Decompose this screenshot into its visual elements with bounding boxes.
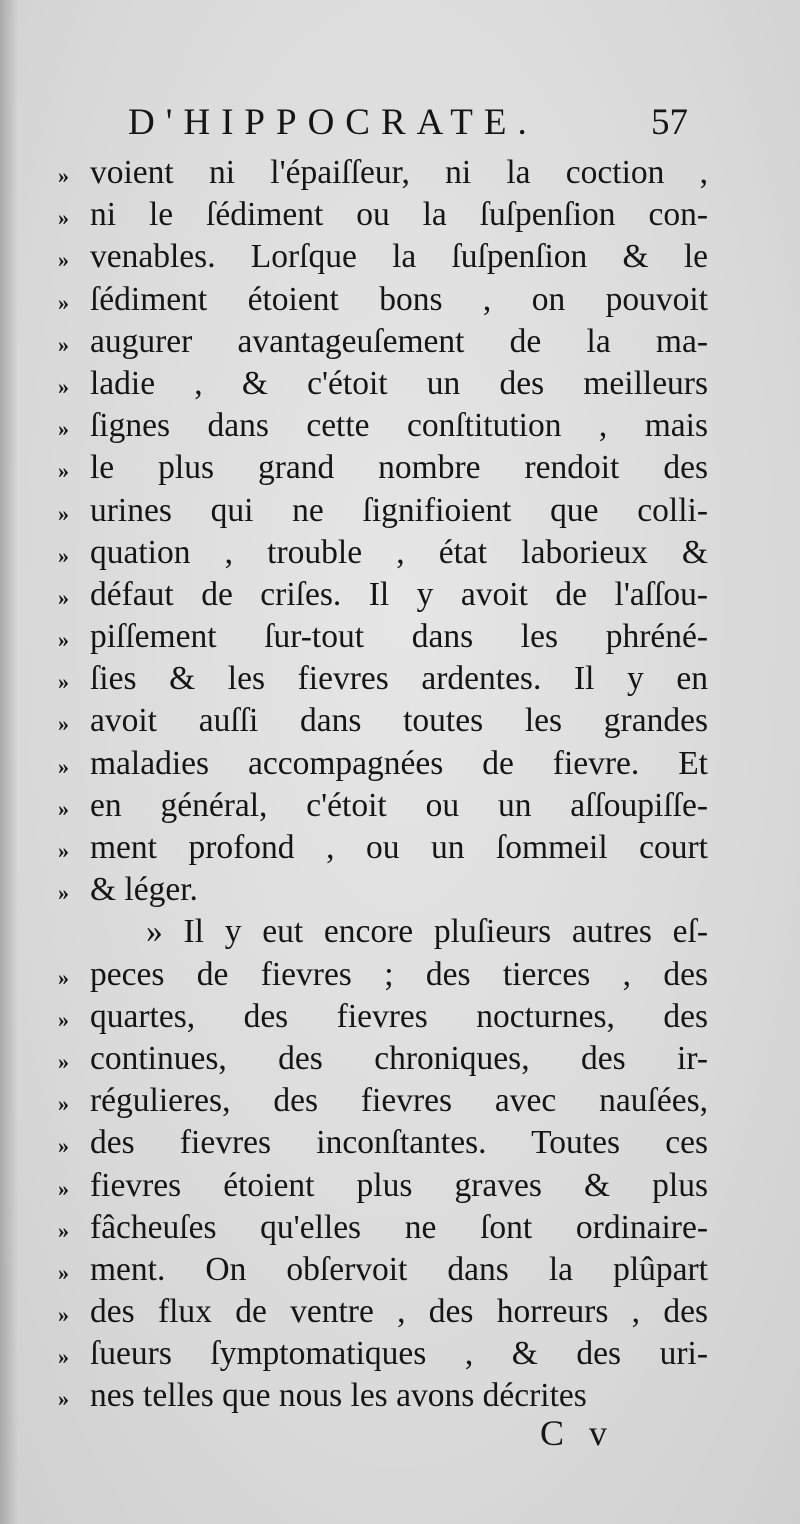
line-text: ment. On obſervoit dans la plûpart [90, 1250, 708, 1288]
text-line [58, 1249, 708, 1291]
text-line [58, 1038, 708, 1080]
text-line [58, 1080, 708, 1122]
text-line [58, 574, 708, 616]
line-text: & léger. [90, 871, 198, 909]
line-text: » Il y eut encore pluſieurs autres eſ- [146, 913, 708, 951]
line-text: ſies & les fievres ardentes. Il y en [90, 660, 708, 698]
line-text: avoit auſſi dans toutes les grandes [90, 702, 708, 740]
text-line [58, 827, 708, 869]
line-text: ladie , & c'étoit un des meilleurs [90, 364, 708, 402]
line-text: ment profond , ou un ſommeil court [90, 829, 708, 866]
line-text: venables. Lorſque la ſuſpenſion & le [90, 238, 708, 276]
line-text: des flux de ventre , des horreurs , des [90, 1293, 708, 1331]
running-title: D'HIPPOCRATE. [128, 102, 538, 143]
quotation-mark: » [58, 711, 69, 737]
text-line [58, 405, 708, 447]
quotation-mark: » [58, 627, 69, 653]
quotation-mark: » [58, 458, 69, 484]
text-line [58, 1207, 708, 1249]
text-line [58, 1333, 708, 1375]
text-line [58, 532, 708, 574]
text-line [58, 447, 708, 489]
line-text: ſignes dans cette conſtitution , mais [90, 407, 708, 445]
quotation-mark: » [58, 247, 69, 273]
text-line [58, 1291, 708, 1333]
text-line [58, 743, 708, 785]
line-text: maladies accompagnées de fievre. Et [90, 744, 708, 782]
line-text: quartes, des fievres nocturnes, des [90, 997, 708, 1035]
text-line [58, 194, 708, 236]
text-line [58, 490, 708, 532]
line-text: ſédiment étoient bons , on pouvoit [90, 280, 708, 318]
text-line [58, 996, 708, 1038]
line-text: le plus grand nombre rendoit des [90, 449, 708, 487]
text-line [58, 1122, 708, 1164]
page-number: 57 [651, 102, 688, 143]
text-line [58, 279, 708, 321]
quotation-mark: » [58, 500, 69, 526]
quotation-mark: » [58, 331, 69, 357]
quotation-mark: » [58, 1302, 69, 1328]
running-header [128, 98, 688, 148]
quotation-mark: » [58, 584, 69, 610]
quotation-mark: » [58, 795, 69, 821]
gutter-shadow [0, 0, 18, 1524]
quotation-mark: » [58, 1133, 69, 1159]
line-text: ſueurs ſymptomatiques , & des uri- [90, 1335, 708, 1373]
line-text: fâcheuſes qu'elles ne ſont ordinaire- [90, 1208, 708, 1246]
line-text: continues, des chroniques, des ir- [90, 1039, 708, 1077]
line-text: augurer avantageuſement de la ma- [90, 322, 708, 360]
line-text: nes telles que nous les avons décrites [90, 1377, 587, 1415]
quotation-mark: » [58, 1344, 69, 1370]
quotation-mark: » [58, 373, 69, 399]
line-text: en général, c'étoit ou un aſſoupiſſe- [90, 786, 708, 824]
text-line [58, 700, 708, 742]
quotation-mark: » [58, 669, 69, 695]
quotation-mark: » [58, 880, 69, 906]
quotation-mark: » [58, 753, 69, 779]
body-text [58, 152, 708, 1418]
text-line [58, 152, 708, 194]
quotation-mark: » [58, 1091, 69, 1117]
quotation-mark: » [58, 416, 69, 442]
catchword: C v [540, 1413, 616, 1453]
line-text: voient ni l'épaiſſeur, ni la coction , [90, 154, 708, 191]
quotation-mark: » [58, 1259, 69, 1285]
text-line [58, 785, 708, 827]
line-text: piſſement ſur-tout dans les phréné- [90, 618, 708, 656]
quotation-mark: » [58, 1006, 69, 1032]
line-text: des fievres inconſtantes. Toutes ces [90, 1124, 708, 1162]
text-line [58, 658, 708, 700]
text-line [58, 1165, 708, 1207]
line-text: urines qui ne ſignifioient que colli- [90, 491, 708, 529]
line-text: peces de fievres ; des tierces , des [90, 955, 708, 993]
text-line [58, 363, 708, 405]
line-text: quation , trouble , état laborieux & [90, 533, 708, 571]
text-line [58, 869, 708, 911]
text-line [58, 954, 708, 996]
text-line [58, 911, 708, 953]
quotation-mark: » [58, 1217, 69, 1243]
line-text: fievres étoient plus graves & plus [90, 1166, 708, 1204]
line-text: ni le ſédiment ou la ſuſpenſion con- [90, 196, 708, 234]
quotation-mark: » [58, 289, 69, 315]
text-line [58, 321, 708, 363]
quotation-mark: » [58, 964, 69, 990]
quotation-mark: » [58, 542, 69, 568]
quotation-mark: » [58, 838, 69, 863]
quotation-mark: » [58, 1048, 69, 1074]
quotation-mark: » [58, 1386, 69, 1412]
quotation-mark: » [58, 163, 69, 188]
line-text: régulieres, des fievres avec nauſées, [90, 1082, 708, 1120]
quotation-mark: » [58, 205, 69, 231]
text-line [58, 236, 708, 278]
text-line [58, 616, 708, 658]
line-text: défaut de criſes. Il y avoit de l'aſſou- [90, 575, 708, 613]
quotation-mark: » [58, 1175, 69, 1201]
